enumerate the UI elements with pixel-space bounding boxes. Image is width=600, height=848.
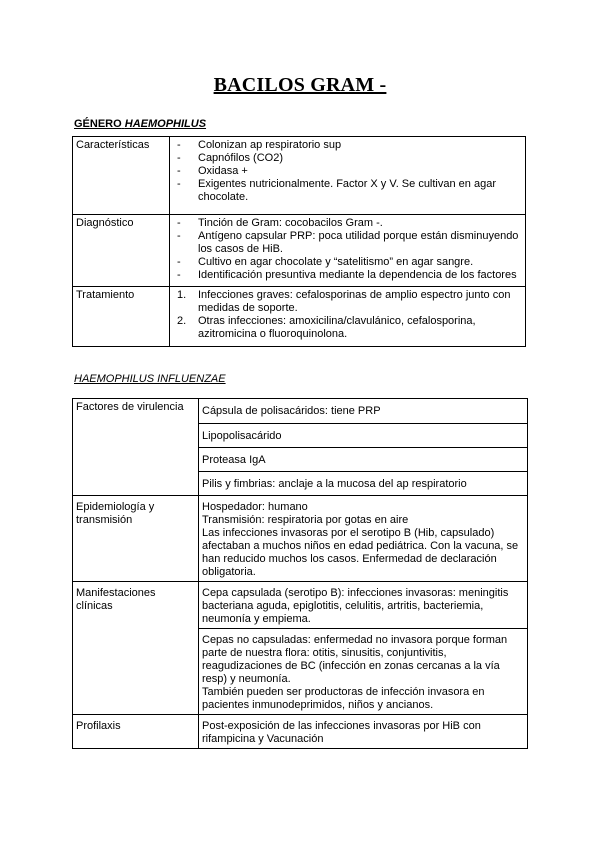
item-number: 2. [177,315,187,327]
virulence-item: Proteasa IgA [199,448,528,472]
table-row [73,137,526,215]
item-text: Infecciones graves: cefalosporinas de amplio espectro junto con medidas de soporte. [198,289,511,314]
list-item: - Antígeno capsular PRP: poca utilidad porque están disminuyendo los casos de HiB. [177,230,522,256]
list-item: - Exigentes nutricionalmente. Factor X y V. Se cultivan en agar chocolate. [177,178,522,204]
epidemiology-cell [199,496,528,582]
row-label: Epidemiología y transmisión [73,496,199,582]
epidemiology-line: Las infecciones invasoras por el serotipo B (Hib, capsulado) afectaban a muchos niños en edad pediátrica. Con la vacuna, se han reducido muchos los casos. Enfermedad de declaración obligatoria. [202,527,519,578]
row-label: Características [73,137,170,215]
genus-table [72,136,526,347]
non-capsulated-cell [199,629,528,715]
capsulated-cell: Cepa capsulada (serotipo B): infecciones invasoras: meningitis bacteriana aguda, epiglotitis, celulitis, artritis, bacteriemia, neumonía y empiema. [199,582,528,629]
item-number: 1. [177,289,187,301]
virulence-item: Cápsula de polisacáridos: tiene PRP [199,399,528,424]
page-title: BACILOS GRAM - [213,74,387,96]
table-row [73,582,528,629]
item-text: Otras infecciones: amoxicilina/clavulánico, cefalosporina, azitromicina o fluoroquinolona. [198,315,476,340]
virulence-item: Pilis y fimbrias: anclaje a la mucosa del ap respiratorio [199,472,528,496]
row-label: Factores de virulencia [73,399,199,496]
species-table [72,398,528,749]
prophylaxis-cell: Post-exposición de las infecciones invasoras por HiB con rifampicina y Vacunación [199,715,528,749]
diagnosis-cell [170,215,526,287]
species-heading: HAEMOPHILUS INFLUENZAE [74,373,226,385]
table-row [73,287,526,347]
genus-name: HAEMOPHILUS [124,118,207,130]
characteristics-cell [170,137,526,215]
genus-heading [74,118,206,130]
table-row [73,715,528,749]
genus-prefix: GÉNERO [74,118,122,130]
list-item: - Oxidasa + [177,165,522,178]
treatment-cell [170,287,526,347]
table-row [73,215,526,287]
list-item: - Tinción de Gram: cocobacilos Gram -. [177,217,522,230]
epidemiology-line: Hospedador: humano [202,501,308,513]
epidemiology-line: Transmisión: respiratoria por gotas en aire [202,514,409,526]
virulence-item: Lipopolisacárido [199,424,528,448]
row-label: Manifestaciones clínicas [73,582,199,715]
manifestation-line: También pueden ser productoras de infección invasora en pacientes inmunodeprimidos, niños y ancianos. [202,686,485,711]
list-item [177,315,522,341]
list-item: - Cultivo en agar chocolate y “satelitismo” en agar sangre. [177,256,522,269]
row-label: Tratamiento [73,287,170,347]
table-row [73,399,528,424]
manifestation-line: Cepas no capsuladas: enfermedad no invasora porque forman parte de nuestra flora: otitis, sinusitis, conjuntivitis, reagudizaciones de BC (infección en zonas cercanas a la vía resp) y neumonía. [202,634,508,685]
list-item: - Identificación presuntiva mediante la dependencia de los factores [177,269,522,282]
list-item [177,289,522,315]
table-row [73,496,528,582]
row-label: Diagnóstico [73,215,170,287]
row-label: Profilaxis [73,715,199,749]
list-item: - Colonizan ap respiratorio sup [177,139,522,152]
list-item: - Capnófilos (CO2) [177,152,522,165]
